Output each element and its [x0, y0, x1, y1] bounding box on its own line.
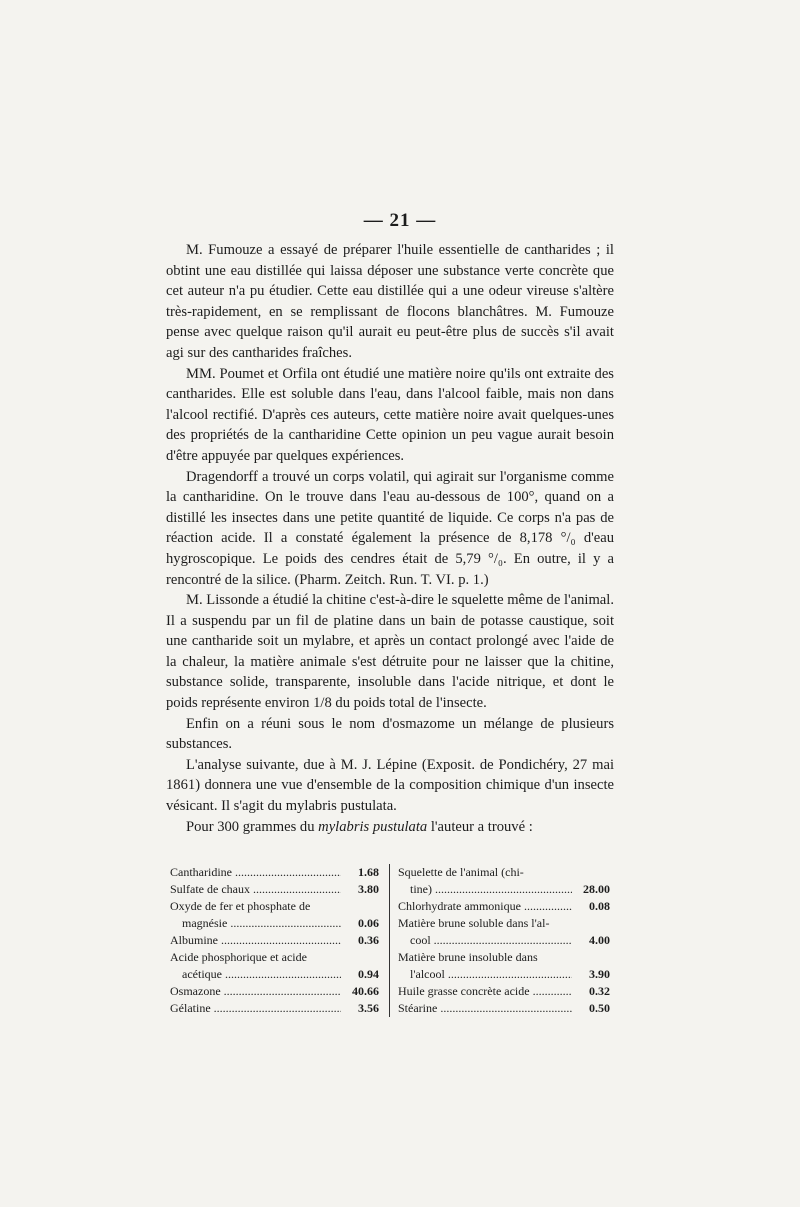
- row-value: 3.90: [589, 967, 610, 981]
- table-row: [398, 915, 610, 932]
- table-row: [398, 949, 610, 966]
- row-value: 3.80: [358, 882, 379, 896]
- table-row-continuation: [398, 881, 610, 898]
- row-value: 4.00: [589, 933, 610, 947]
- row-label: Osmazone .....: [170, 983, 341, 1000]
- table-row: [170, 1000, 379, 1017]
- table-row-continuation: [398, 966, 610, 983]
- table-row: [398, 898, 610, 915]
- table-row: [398, 1000, 610, 1017]
- row-label: Gélatine .....: [170, 1000, 341, 1017]
- row-label: Matière brune insoluble dans: [398, 950, 538, 964]
- paragraph-lissonde: M. Lissonde a étudié la chitine c'est-à-dire le squelette même de l'animal. Il a suspendu par un fil de platine dans un bain de potasse caustique, soit une cantharide soit un mylabre, et après un contact prolongé avec l'aide de la chaleur, la matière animale s'est détruite pour ne laisser que la chitine, substance solide, transparente, insoluble dans l'acide nitrique, et dont le poids représente environ 1/8 du poids total de l'insecte.: [166, 592, 614, 712]
- row-label: Acide phosphorique et acide: [170, 950, 307, 964]
- table-intro: [166, 817, 614, 838]
- row-label: Chlorhydrate ammonique .....: [398, 898, 572, 915]
- row-label-continuation: magnésie .....: [182, 915, 341, 932]
- table-row: [170, 898, 379, 915]
- row-label: Squelette de l'animal (chi-: [398, 865, 524, 879]
- table-row: [398, 864, 610, 881]
- row-label-continuation: tine) .....: [410, 881, 572, 898]
- row-label: Oxyde de fer et phosphate de: [170, 899, 311, 913]
- row-value: 0.32: [589, 984, 610, 998]
- row-value: 28.00: [583, 882, 610, 896]
- composition-table: [170, 864, 610, 1017]
- table-row-continuation: [170, 966, 379, 983]
- paragraph-fumouze: M. Fumouze a essayé de préparer l'huile essentielle de cantharides ; il obtint une eau distillée qui laissa déposer une substance verte concrète que cet auteur n'a pu étudier. Cette eau distillée qui a une odeur vireuse s'altère très-rapidement, en se remplissant de flocons blanchâtres. M. Fumouze pense avec quelque raison qu'il aurait eu peut-être plus de succès s'il avait agi sur des cantharides fraîches.: [166, 242, 614, 361]
- row-value: 0.06: [358, 916, 379, 930]
- row-label: Cantharidine .....: [170, 864, 341, 881]
- paragraph-poumet-orfila: MM. Poumet et Orfila ont étudié une matière noire qu'ils ont extraite des cantharides. Elle est soluble dans l'eau, dans l'alcool faible, mais non dans l'alcool rectifié. D'après ces auteurs, cette matière noire avait quelques-unes des propriétés de la cantharidine Cette opinion un peu vague aurait besoin d'être appuyée par quelques expériences.: [166, 365, 614, 464]
- row-value: 0.36: [358, 933, 379, 947]
- paragraph-dragendorff: Dragendorff a trouvé un corps volatil, qui agirait sur l'organisme comme la cantharidine. On le trouve dans l'eau au-dessous de 100°, quand on a distillé les insectes dans une petite quantité de liquide. Ce corps n'a pas de réaction acide. Il a constaté également la présence de 8,178 °/₀ d'eau hygroscopique. Le poids des cendres était de 5,79 °/₀. En outre, il y a rencontré de la silice. (Pharm. Zeitch. Run. T. VI. p. 1.): [166, 468, 614, 588]
- row-value: 1.68: [358, 865, 379, 879]
- row-value: 40.66: [352, 984, 379, 998]
- table-row: [170, 932, 379, 949]
- composition-column-left: [170, 864, 390, 1017]
- row-label-continuation: acétique .....: [182, 966, 341, 983]
- row-value: 0.08: [589, 899, 610, 913]
- table-row: [170, 949, 379, 966]
- row-label-continuation: cool .....: [410, 932, 572, 949]
- table-intro-after: l'auteur a trouvé :: [430, 818, 533, 835]
- table-row: [170, 983, 379, 1000]
- row-label: Sulfate de chaux .....: [170, 881, 341, 898]
- row-label: Stéarine .....: [398, 1000, 572, 1017]
- row-label: Albumine .....: [170, 932, 341, 949]
- paragraph-osmazome: Enfin on a réuni sous le nom d'osmazome un mélange de plusieurs substances.: [166, 715, 614, 753]
- body-text: [166, 240, 614, 837]
- page-number: — 21 —: [363, 210, 437, 231]
- table-intro-species: mylabris pustulata: [318, 818, 428, 835]
- row-label-continuation: l'alcool .....: [410, 966, 572, 983]
- table-row-continuation: [398, 932, 610, 949]
- row-value: 0.94: [358, 967, 379, 981]
- table-row: [398, 983, 610, 1000]
- row-label: Huile grasse concrète acide .....: [398, 983, 572, 1000]
- row-value: 0.50: [589, 1001, 610, 1015]
- row-value: 3.56: [358, 1001, 379, 1015]
- table-row-continuation: [170, 915, 379, 932]
- table-row: [170, 864, 379, 881]
- table-row: [170, 881, 379, 898]
- paragraph-lepine: L'analyse suivante, due à M. J. Lépine (Exposit. de Pondichéry, 27 mai 1861) donnera une vue d'ensemble de la composition chimique d'un insecte vésicant. Il s'agit du mylabris pustulata.: [166, 756, 614, 815]
- row-label: Matière brune soluble dans l'al-: [398, 916, 550, 930]
- table-intro-before: Pour 300 grammes du: [186, 818, 315, 835]
- composition-column-right: [390, 864, 610, 1017]
